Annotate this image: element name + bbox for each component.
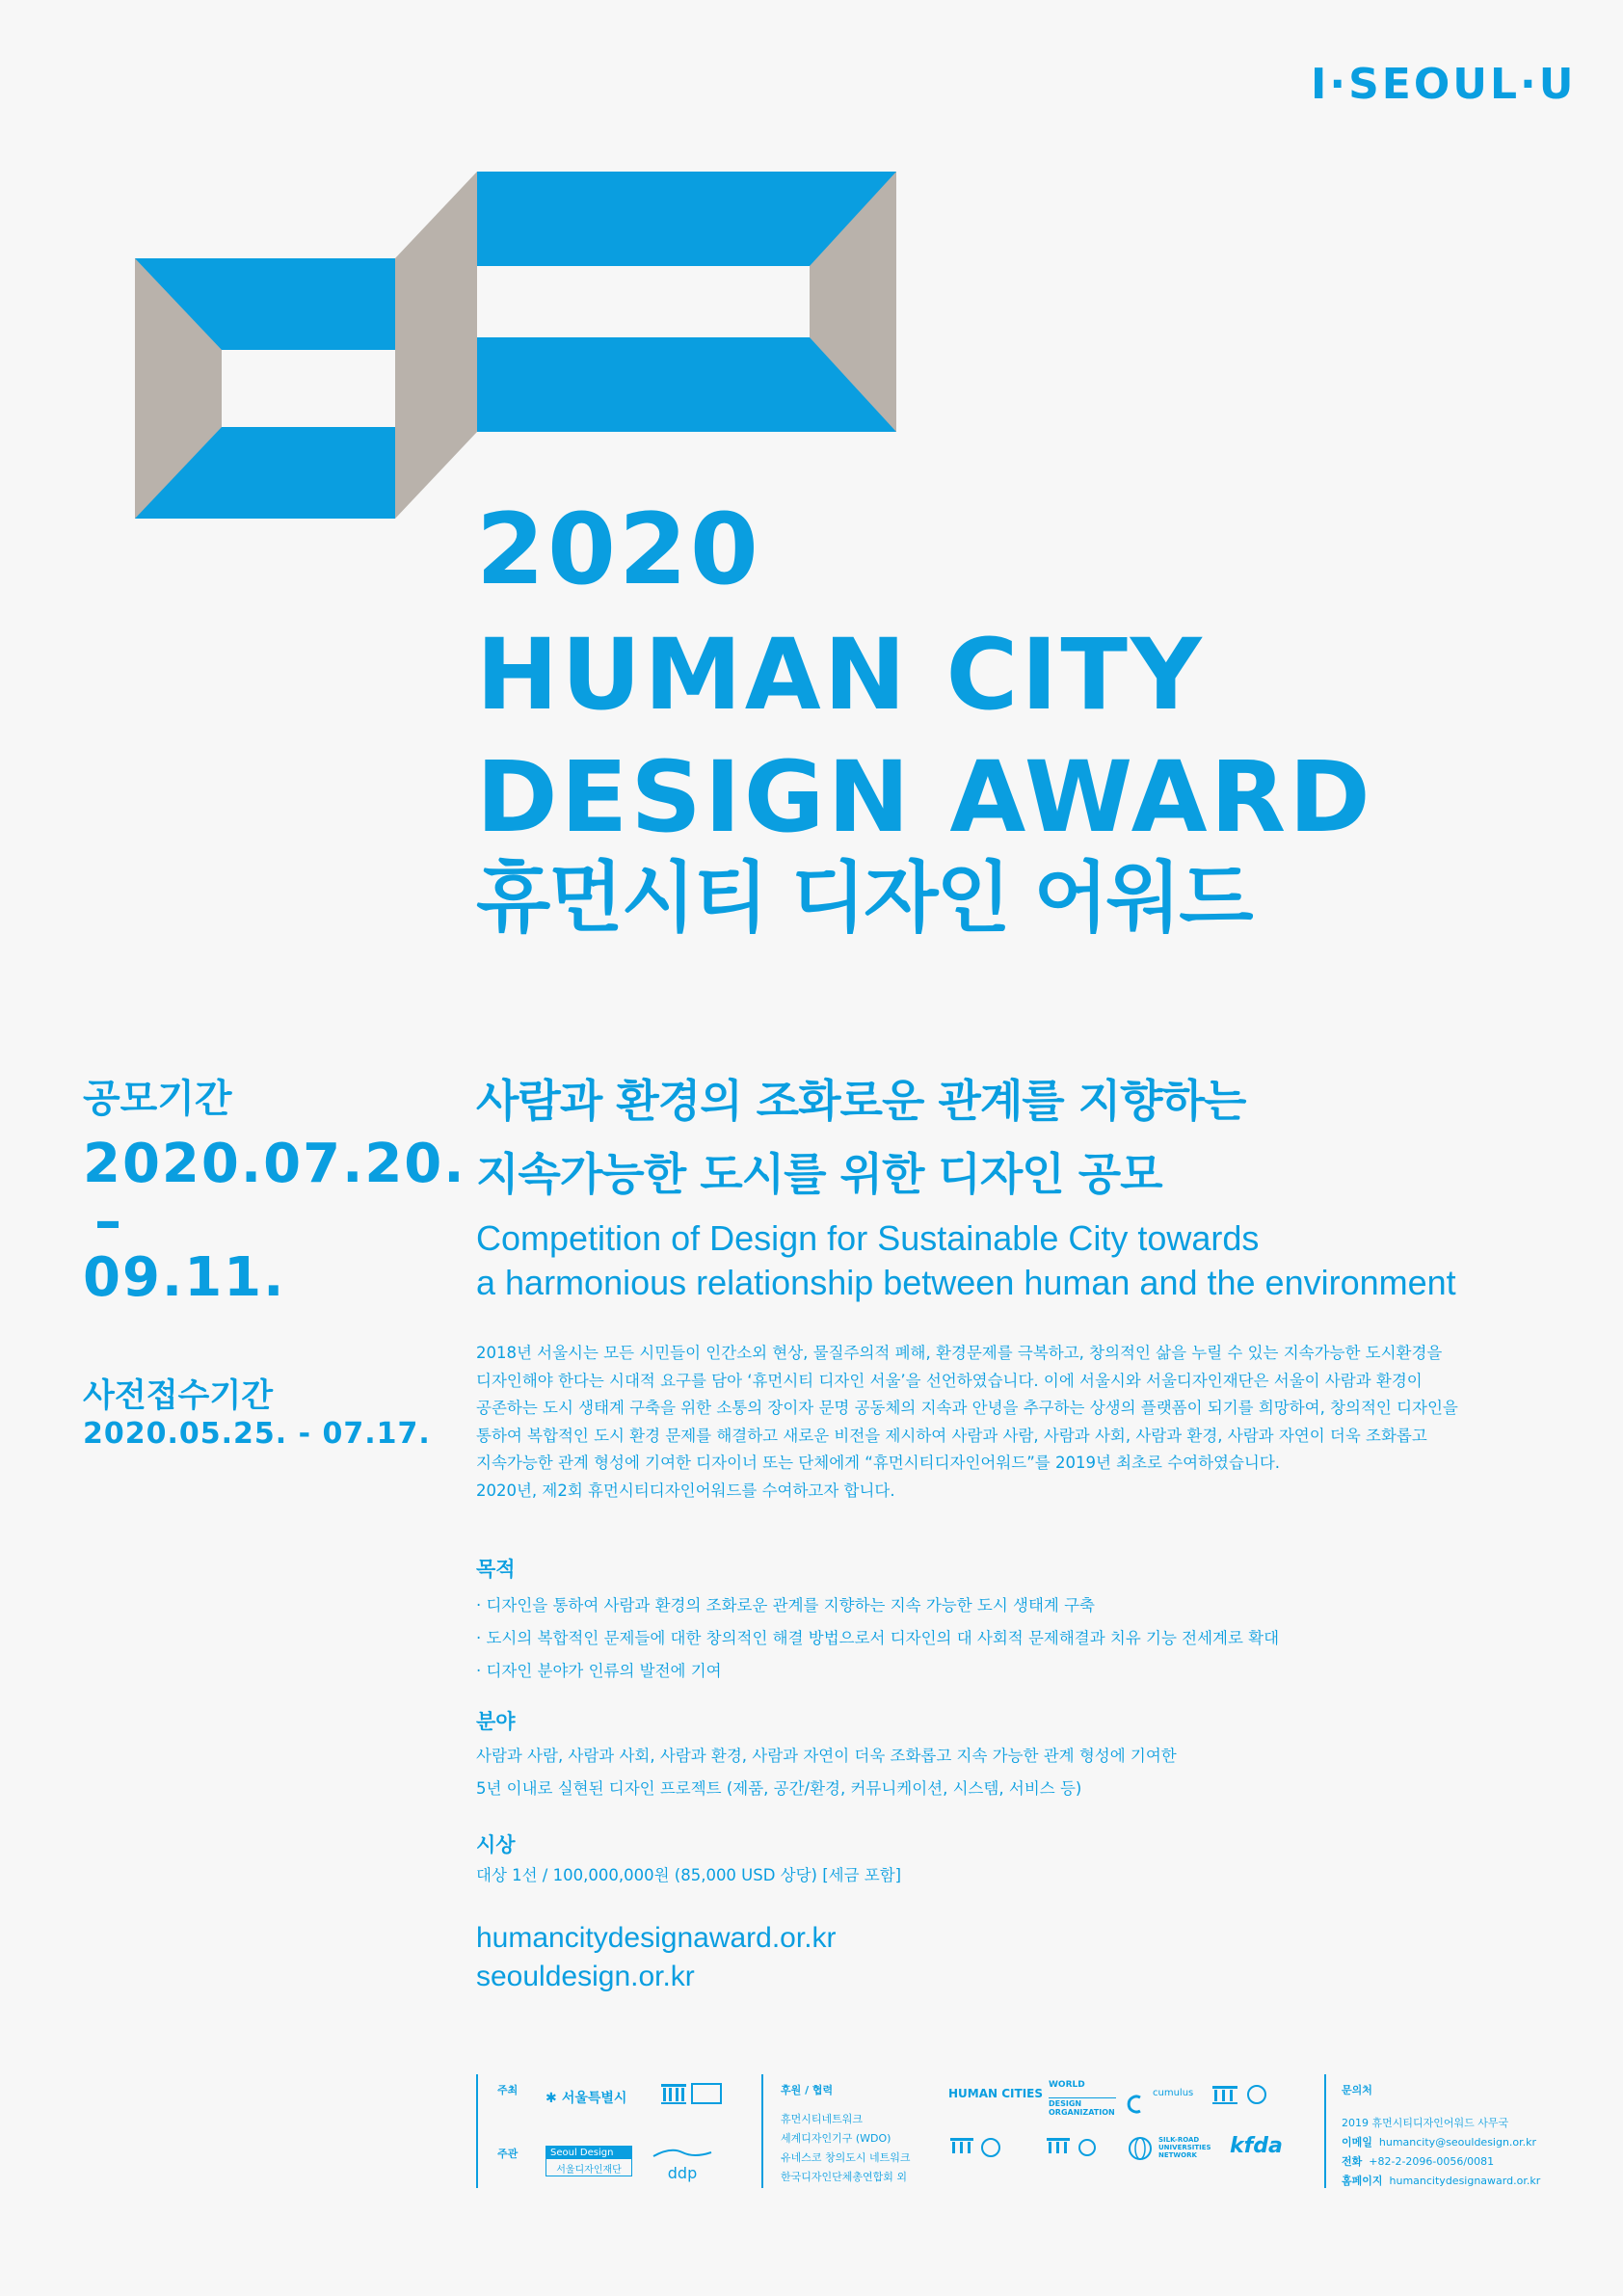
period-dash: – (94, 1190, 123, 1253)
contact-phone: +82-2-2096-0056/0081 (1369, 2155, 1495, 2168)
award-key-graphic (135, 172, 906, 519)
purpose-item: · 디자인 분야가 인류의 발전에 기여 (476, 1662, 722, 1680)
field-item: 사람과 사람, 사람과 사회, 사람과 환경, 사람과 자연이 더욱 조화롭고 지속 가능한 관계 형성에 기여한 (476, 1747, 1177, 1765)
period-date-end: 09.11. (83, 1246, 286, 1309)
purpose-item: · 디자인을 통하여 사람과 환경의 조화로운 관계를 지향하는 지속 가능한 도시 생태계 구축 (476, 1596, 1095, 1615)
pre-registration-dates: 2020.05.25. - 07.17. (83, 1417, 431, 1451)
unesco-temple-icon (659, 2080, 727, 2109)
seoul-city-logo: ✱ 서울특별시 (545, 2091, 627, 2106)
seoul-brand-logo: I·SEOUL·U (1311, 60, 1577, 109)
host-label: 주최 (497, 2084, 519, 2096)
unesco-partner-icon (1045, 2134, 1112, 2163)
left-frame-hole (222, 350, 395, 427)
footer-divider (761, 2074, 763, 2188)
supporter-item: 유네스코 창의도시 네트워크 (781, 2151, 911, 2164)
world-design-organization-logo: WORLD DESIGN ORGANIZATION (1049, 2080, 1115, 2117)
unesco-logo (659, 2080, 727, 2109)
contact-phone-row: 전화 +82-2-2096-0056/0081 (1342, 2155, 1495, 2168)
contact-org: 2019 휴먼시티디자인어워드 사무국 (1342, 2117, 1509, 2129)
headline-kr-line-2: 지속가능한 도시를 위한 디자인 공모 (476, 1148, 1162, 1200)
intro-line: 2020년, 제2회 휴먼시티디자인어워드를 수여하고자 합니다. (476, 1481, 895, 1500)
unesco-partner-logo (948, 2134, 1035, 2163)
intro-paragraph (476, 1340, 1517, 1505)
right-frame-hole (477, 266, 810, 337)
supporter-item: 한국디자인단체총연합회 외 (781, 2171, 908, 2183)
unesco-partner-logo-2 (1045, 2134, 1112, 2163)
connector-wall (395, 172, 477, 519)
url-award[interactable]: humancitydesignaward.or.kr (476, 1922, 837, 1954)
intro-line: 디자인해야 한다는 시대적 요구를 담아 ‘휴먼시티 디자인 서울’을 선언하였습니다. 이에 서울시와 서울디자인재단은 서울이 사람과 환경이 (476, 1371, 1423, 1390)
contact-email-row: 이메일 humancity@seouldesign.or.kr (1342, 2136, 1537, 2149)
title-line-1: HUMAN CITY (476, 618, 1205, 733)
silk-road-globe-icon (1128, 2136, 1153, 2161)
purpose-item: · 도시의 복합적인 문제들에 대한 창의적인 해결 방법으로서 디자인의 대 사회적 문제해결과 치유 기능 전세계로 확대 (476, 1629, 1280, 1647)
seoul-city-symbol-icon: ✱ (545, 2091, 557, 2106)
title-year: 2020 (476, 493, 761, 607)
unesco-creative-cities-logo (1211, 2082, 1297, 2111)
supporter-item: 세계디자인기구 (WDO) (781, 2132, 891, 2145)
field-heading: 분야 (476, 1710, 516, 1733)
organizer-label: 주관 (497, 2148, 519, 2160)
purpose-heading: 목적 (476, 1558, 516, 1581)
cumulus-c-icon (1124, 2094, 1145, 2115)
headline-kr-line-1: 사람과 환경의 조화로운 관계를 지향하는 (476, 1075, 1246, 1127)
footer-divider (476, 2074, 478, 2188)
support-label: 후원 / 협력 (781, 2084, 834, 2096)
intro-line: 2018년 서울시는 모든 시민들이 인간소외 현상, 물질주의적 폐해, 환경문제를 극복하고, 창의적인 삶을 누릴 수 있는 지속가능한 도시환경을 (476, 1344, 1443, 1362)
field-item: 5년 이내로 실현된 디자인 프로젝트 (제품, 공간/환경, 커뮤니케이션, 시스템, 서비스 등) (476, 1779, 1082, 1798)
contact-label: 문의처 (1342, 2084, 1372, 2096)
supporter-item: 휴먼시티네트워크 (781, 2113, 864, 2125)
ddp-logo: ddp (652, 2146, 713, 2180)
prize-heading: 시상 (476, 1833, 516, 1856)
intro-line: 통하여 복합적인 도시 환경 문제를 해결하고 새로운 비전을 제시하여 사람과 사람, 사람과 사회, 사람과 환경, 사람과 자연이 더욱 조화롭고 (476, 1426, 1427, 1445)
contact-homepage[interactable]: humancitydesignaward.or.kr (1389, 2175, 1541, 2187)
unesco-creative-cities-icon (1211, 2082, 1297, 2111)
intro-line: 지속가능한 관계 형성에 기여한 디자이너 또는 단체에게 “휴먼시티디자인어워드”를 2019년 최초로 수여하였습니다. (476, 1454, 1281, 1472)
headline-en-line-2: a harmonious relationship between human and the environment (476, 1263, 1456, 1302)
kfda-logo: kfda (1230, 2134, 1283, 2158)
prize-text: 대상 1선 / 100,000,000원 (85,000 USD 상당) [세금 포함] (476, 1866, 902, 1884)
cumulus-logo: cumulus (1124, 2088, 1201, 2117)
human-cities-logo: HUMAN CITIES (948, 2087, 1043, 2100)
seoul-design-foundation-logo: Seoul Design 서울디자인재단 (545, 2146, 632, 2176)
period-date-start: 2020.07.20. (83, 1133, 466, 1195)
pre-registration-label: 사전접수기간 (83, 1376, 274, 1415)
unesco-partner-icon (948, 2134, 1035, 2163)
title-korean: 휴먼시티 디자인 어워드 (476, 853, 1252, 943)
title-line-2: DESIGN AWARD (476, 740, 1373, 855)
silk-road-network-logo: SILK-ROAD UNIVERSITIES NETWORK (1128, 2134, 1220, 2167)
contact-email[interactable]: humancity@seouldesign.or.kr (1378, 2136, 1537, 2149)
intro-line: 공존하는 도시 생태계 구축을 위한 소통의 장이자 문명 공동체의 지속과 안녕을 추구하는 상생의 플랫폼이 되기를 희망하여, 창의적인 디자인을 (476, 1399, 1458, 1417)
period-label: 공모기간 (83, 1077, 232, 1121)
footer-divider (1324, 2074, 1326, 2188)
contact-homepage-row: 홈페이지 humancitydesignaward.or.kr (1342, 2175, 1541, 2187)
url-seoul-design[interactable]: seouldesign.or.kr (476, 1961, 695, 1992)
headline-en-line-1: Competition of Design for Sustainable City towards (476, 1218, 1260, 1258)
ddp-wave-icon (652, 2147, 713, 2160)
